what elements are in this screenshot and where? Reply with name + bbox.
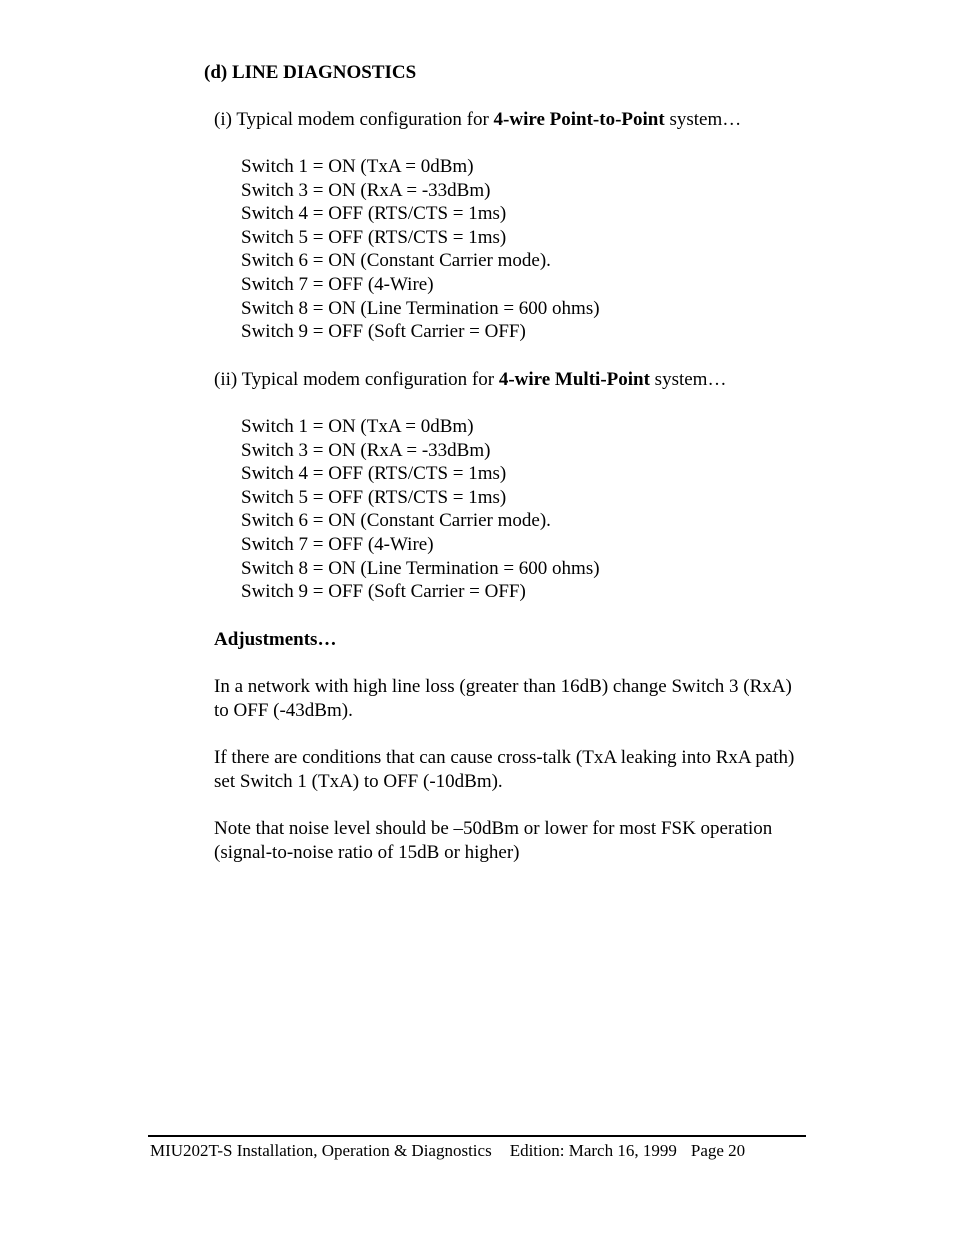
list-item: Switch 6 = ON (Constant Carrier mode).	[241, 510, 551, 532]
list-item: Switch 5 = OFF (RTS/CTS = 1ms)	[241, 486, 507, 508]
adjustment-paragraph: In a network with high line loss (greater than 16dB) change Switch 3 (RxA) to OFF (-43dBm).	[214, 676, 792, 721]
list-item: Switch 3 = ON (RxA = -33dBm)	[241, 179, 491, 201]
section-heading: (d) LINE DIAGNOSTICS	[204, 62, 417, 83]
list-item: Switch 1 = ON (TxA = 0dBm)	[241, 416, 474, 437]
point-to-point-switch-list	[241, 155, 600, 344]
adjustment-paragraph: If there are conditions that can cause cross-talk (TxA leaking into RxA path) set Switch 1 (TxA) to OFF (-10dBm).	[214, 747, 795, 792]
intro-text: (i) Typical modem configuration for	[214, 109, 494, 130]
intro-suffix-text: system…	[664, 109, 742, 130]
list-item: Switch 6 = ON (Constant Carrier mode).	[241, 250, 551, 272]
list-item: Switch 5 = OFF (RTS/CTS = 1ms)	[241, 226, 507, 248]
page-footer	[150, 1140, 745, 1162]
intro-bold-text: 4-wire Point-to-Point	[493, 109, 665, 130]
list-item: Switch 1 = ON (TxA = 0dBm)	[241, 156, 474, 177]
adjustments-heading: Adjustments…	[214, 629, 337, 650]
list-item: Switch 3 = ON (RxA = -33dBm)	[241, 439, 491, 461]
list-item: Switch 4 = OFF (RTS/CTS = 1ms)	[241, 203, 507, 225]
list-item: Switch 9 = OFF (Soft Carrier = OFF)	[241, 581, 526, 603]
footer-page-number: Page 20	[690, 1141, 746, 1160]
footer-edition: Edition: March 16, 1999	[509, 1141, 677, 1160]
list-item: Switch 9 = OFF (Soft Carrier = OFF)	[241, 321, 526, 343]
footer-divider	[148, 1135, 806, 1137]
intro-suffix-text: system…	[649, 369, 727, 390]
list-item: Switch 4 = OFF (RTS/CTS = 1ms)	[241, 463, 507, 485]
list-item: Switch 8 = ON (Line Termination = 600 ohms)	[241, 297, 600, 319]
footer-document-title: MIU202T-S Installation, Operation & Diagnostics	[150, 1141, 492, 1160]
multi-point-intro	[214, 368, 726, 392]
point-to-point-intro	[214, 108, 741, 132]
list-item: Switch 8 = ON (Line Termination = 600 ohms)	[241, 557, 600, 579]
adjustment-paragraph: Note that noise level should be –50dBm or lower for most FSK operation (signal-to-noise ratio of 15dB or higher)	[214, 818, 773, 863]
list-item: Switch 7 = OFF (4-Wire)	[241, 533, 434, 555]
intro-bold-text: 4-wire Multi-Point	[498, 369, 650, 390]
intro-text: (ii) Typical modem configuration for	[214, 369, 499, 390]
list-item: Switch 7 = OFF (4-Wire)	[241, 273, 434, 295]
multi-point-switch-list	[241, 415, 600, 604]
